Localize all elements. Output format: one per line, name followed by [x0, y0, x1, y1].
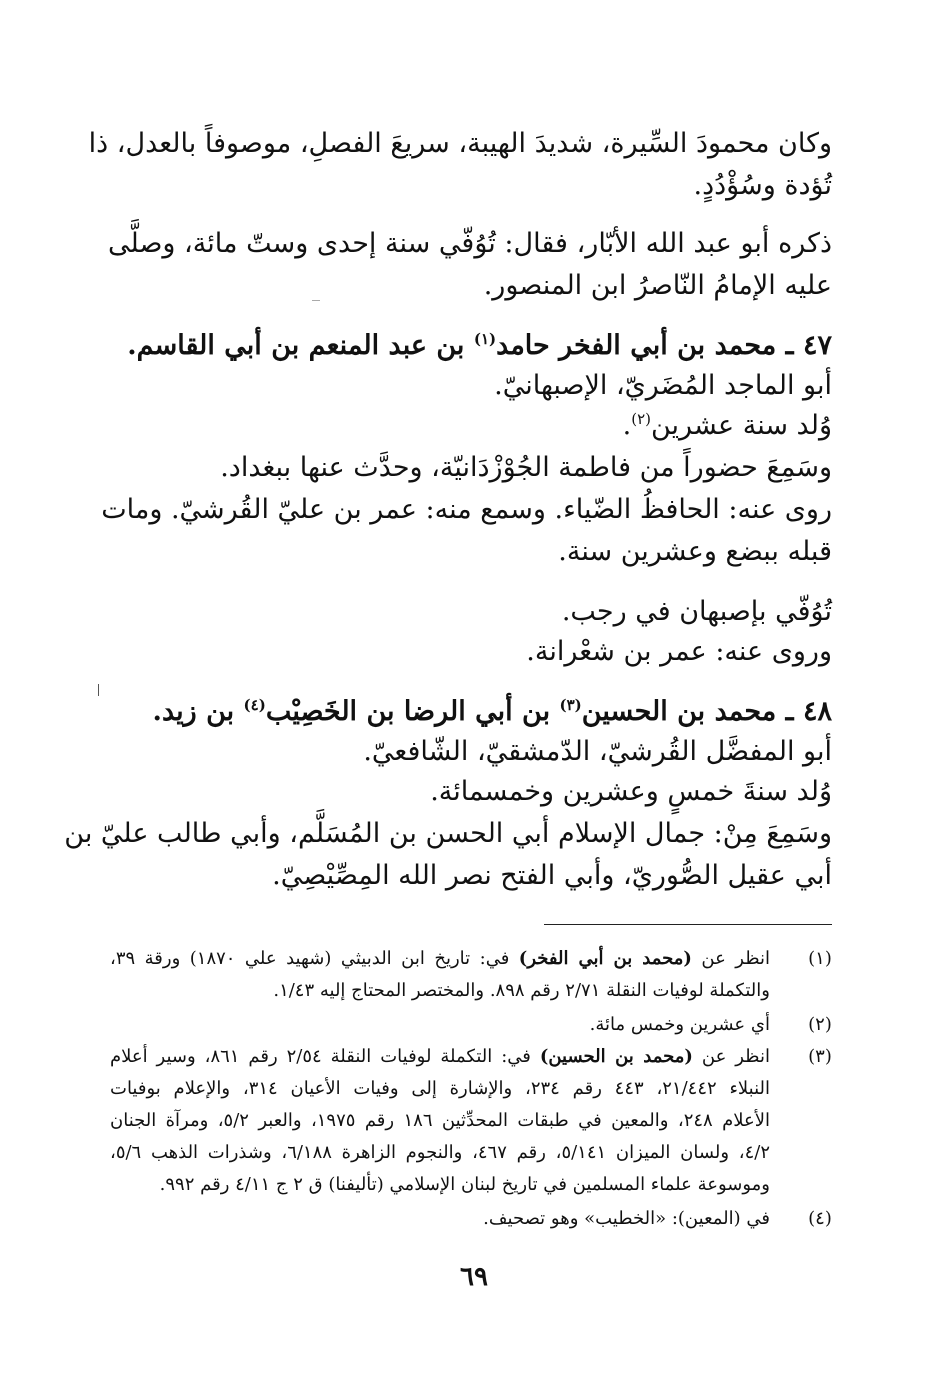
entry-name: بن زيد.	[152, 696, 235, 727]
footnote-line	[110, 1042, 770, 1072]
entry-heard: أبي عقيل الصُّوريّ، وأبي الفتح نصر الله المِصِّيْصِيّ.	[272, 860, 832, 891]
entry-name: بن عبد المنعم بن أبي القاسم.	[127, 330, 465, 361]
entry-name: بن أبي الرضا بن الخَصِيْب	[265, 696, 551, 727]
entry-death: تُوُفّي بإصبهان في رجب.	[561, 596, 832, 627]
footnote-line: والتكملة لوفيات النقلة ٢/٧١ رقم ٨٩٨. والمختصر المحتاج إليه ١/٤٣.	[273, 980, 770, 1001]
entry-birth	[108, 406, 832, 446]
footnote-line: الأعلام ٢٤٨، والمعين في طبقات المحدِّثين ١٨٦ رقم ١٩٧٥، والعبر ٥/٢، ومرآة الجنان	[110, 1110, 770, 1131]
body-line: تُؤدة وسُؤْدُدٍ.	[693, 170, 832, 201]
footnote-line: النبلاء ٢١/٤٤٢، ٤٤٣ رقم ٢٣٤، والإشارة إلى وفيات الأعيان ٣١٤، والإعلام بوفيات	[110, 1078, 770, 1099]
footnote-number: (٣)	[808, 1046, 832, 1067]
footnote-line: أي عشرين وخمس مائة.	[589, 1014, 770, 1035]
entry-narrated-by: وروى عنه: عمر بن شعْرانة.	[526, 636, 832, 667]
footnote-ref: (١)	[473, 330, 497, 348]
entry-birth: وُلد سنةَ خمسٍ وعشرين وخمسمائة.	[430, 776, 832, 807]
scan-mark	[312, 300, 320, 301]
footnote-line: في (المعين): «الخطيب» وهو تصحيف.	[483, 1208, 770, 1229]
footnote-text: في: التكملة لوفيات النقلة ٢/٥٤ رقم ٨٦١، وسير أعلام	[110, 1046, 531, 1067]
footnote-line: ٤/٢، ولسان الميزان ٥/١٤١، رقم ٤٦٧، والنجوم الزاهرة ٦/١٨٨، وشذرات الذهب ٥/٦،	[110, 1142, 771, 1163]
footnote-subject: (محمد بن الحسين)	[539, 1046, 693, 1067]
entry-48-heading	[108, 692, 832, 732]
footnote-divider	[544, 924, 832, 925]
footnote-lead: انظر عن	[701, 1046, 770, 1067]
footnote-subject: (محمد بن أبي الفخر)	[518, 948, 692, 969]
footnote-ref: (٣)	[559, 696, 582, 714]
scan-mark	[98, 684, 99, 696]
birth-text: وُلد سنة عشرين	[650, 410, 832, 441]
entry-number: ٤٧ ـ	[785, 330, 832, 361]
entry-kunya: أبو المفضَّل القُرشيّ، الدّمشقيّ، الشّافعيّ.	[363, 736, 832, 767]
body-line: ذكره أبو عبد الله الأبّار، فقال: تُوُفّي سنة إحدى وستّ مائة، وصلَّى	[108, 228, 832, 259]
body-line: وكان محمودَ السِّيرة، شديدَ الهيبة، سريعَ الفصلِ، موصوفاً بالعدل، ذا	[88, 128, 832, 159]
footnote-ref: (٤)	[243, 696, 266, 714]
entry-name: محمد بن أبي الفخر حامد	[496, 330, 777, 361]
entry-narrated: روى عنه: الحافظُ الضّياء. وسمع منه: عمر بن عليّ القُرشيّ. ومات	[101, 494, 832, 525]
footnote-text: في: تاريخ ابن الدبيثي (شهيد علي ١٨٧٠) ورقة ٣٩،	[110, 948, 510, 969]
entry-heard: وسَمِعَ حضوراً من فاطمة الجُوْزْدَانيّة، وحدَّث عنها ببغداد.	[220, 452, 832, 483]
entry-narrated: قبله ببضع وعشرين سنة.	[558, 536, 832, 567]
body-line: عليه الإمامُ النّاصرُ ابن المنصور.	[483, 270, 832, 301]
footnote-number: (٢)	[808, 1014, 832, 1035]
entry-47-heading	[108, 326, 832, 366]
birth-end: .	[622, 410, 632, 441]
footnote-line	[110, 944, 770, 974]
entry-name: محمد بن الحسين	[581, 696, 777, 727]
footnote-number: (١)	[808, 948, 832, 969]
entry-heard: وسَمِعَ مِنْ: جمال الإسلام أبي الحسن بن المُسَلَّم، وأبي طالب عليّ بن	[64, 818, 832, 849]
entry-kunya: أبو الماجد المُضَريّ، الإصبهانيّ.	[494, 370, 832, 401]
footnote-number: (٤)	[808, 1208, 832, 1229]
page-number: ٦٩	[460, 1262, 488, 1292]
entry-number: ٤٨ ـ	[785, 696, 832, 727]
footnote-lead: انظر عن	[701, 948, 771, 969]
footnote-line: وموسوعة علماء المسلمين في تاريخ لبنان الإسلامي (تأليفنا) ق ٢ ج ٤/١١ رقم ٩٩٢.	[159, 1174, 770, 1195]
footnote-ref: (٢)	[631, 410, 651, 428]
